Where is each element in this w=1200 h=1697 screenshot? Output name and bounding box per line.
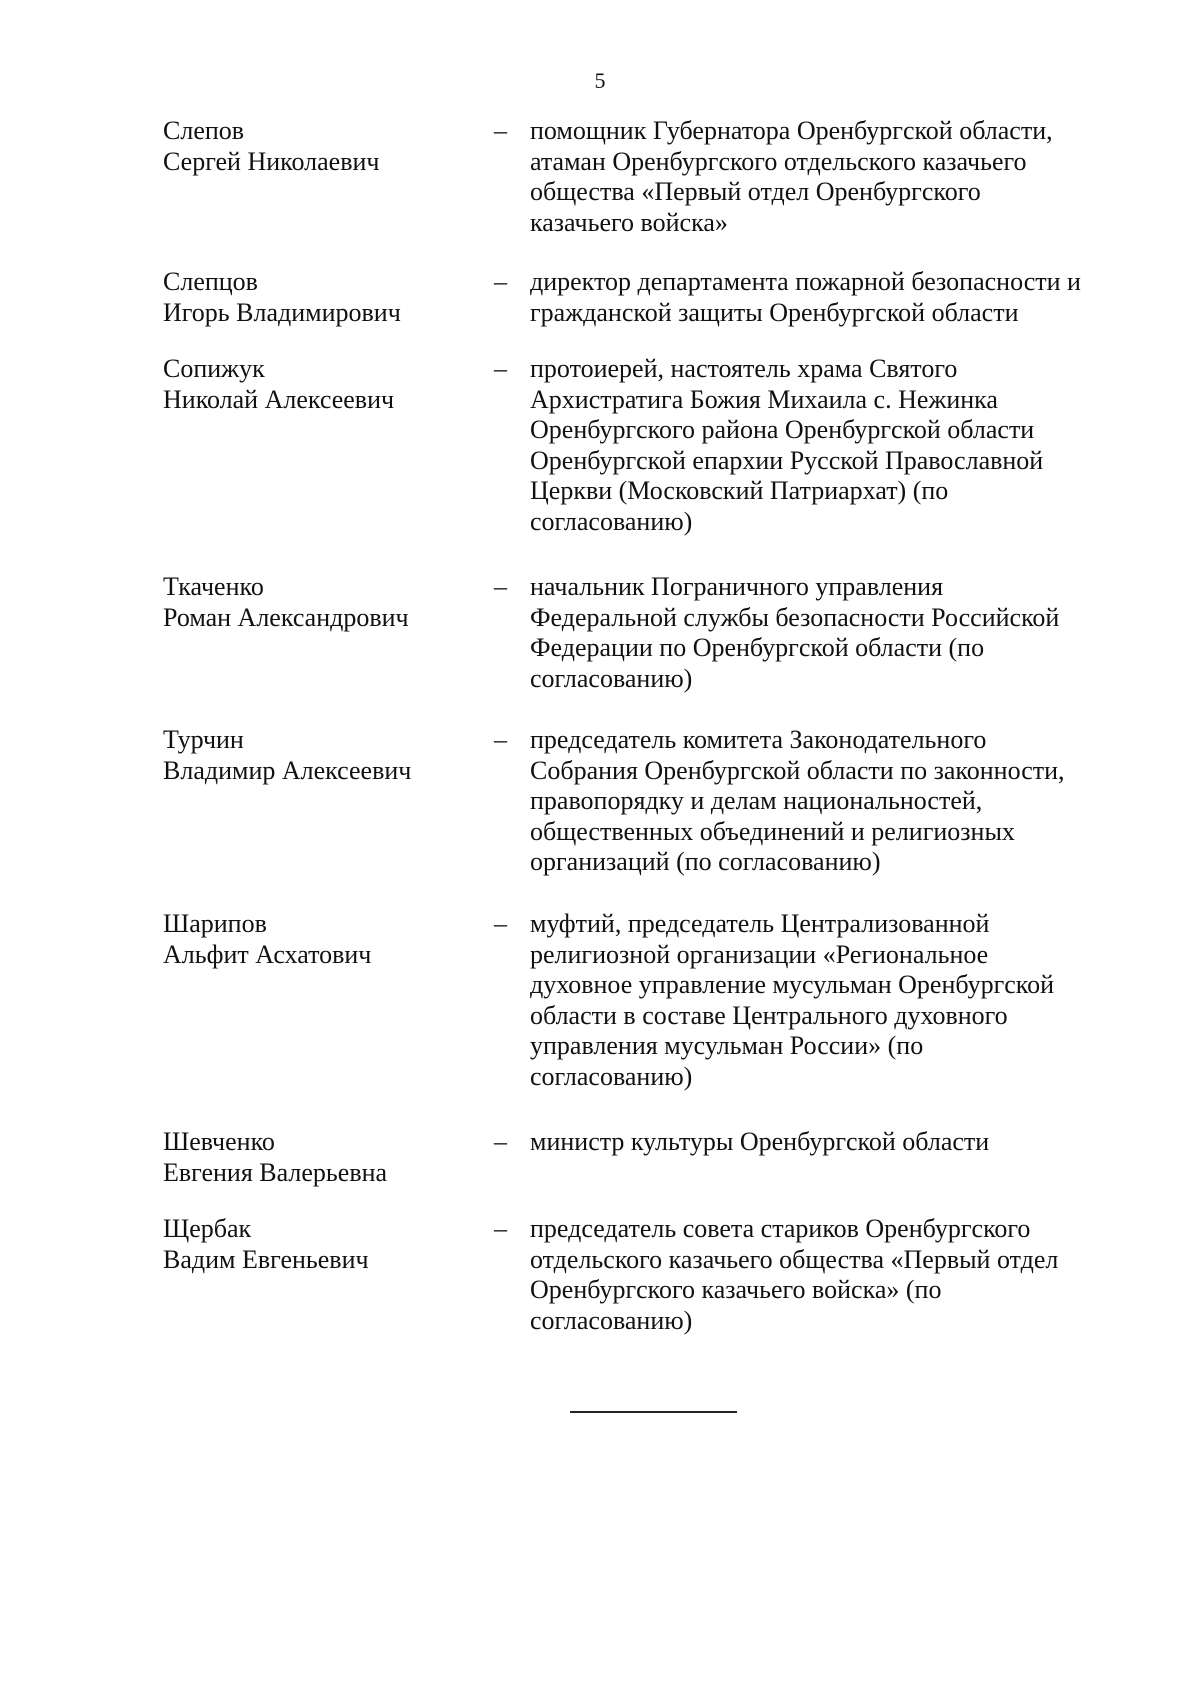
page-number: 5 bbox=[594, 68, 606, 93]
position-line: министр культуры Оренбургской области bbox=[530, 1127, 990, 1156]
position-line: Оренбургской епархии Русской Православной bbox=[530, 445, 1044, 475]
member-surname: Слепцов bbox=[163, 267, 258, 296]
position-line: организаций (по согласованию) bbox=[530, 847, 881, 877]
position-line: согласованию) bbox=[530, 1061, 693, 1091]
dash-separator: – bbox=[494, 1214, 507, 1243]
position-line: директор департамента пожарной безопасности и bbox=[530, 267, 1081, 296]
member-given-name: Вадим Евгеньевич bbox=[163, 1244, 369, 1274]
member-surname: Шарипов bbox=[163, 909, 267, 938]
member-surname: Слепов bbox=[163, 116, 245, 145]
member-given-name: Николай Алексеевич bbox=[163, 384, 395, 414]
dash-separator: – bbox=[494, 1127, 507, 1156]
member-position bbox=[530, 267, 1150, 328]
position-line: Федерации по Оренбургской области (по bbox=[530, 633, 985, 663]
position-line: Собрания Оренбургской области по законности, bbox=[530, 755, 1065, 785]
position-line: согласованию) bbox=[530, 663, 693, 693]
member-given-name: Владимир Алексеевич bbox=[163, 755, 412, 785]
position-line: протоиерей, настоятель храма Святого bbox=[530, 354, 958, 383]
member-surname: Шевченко bbox=[163, 1127, 275, 1156]
position-line: Церкви (Московский Патриархат) (по bbox=[530, 476, 949, 506]
position-line: области в составе Центрального духовного bbox=[530, 1000, 1008, 1030]
member-name bbox=[163, 572, 463, 633]
dash-separator: – bbox=[494, 725, 507, 754]
member-given-name: Роман Александрович bbox=[163, 602, 409, 632]
position-line: управления мусульман России» (по bbox=[530, 1031, 924, 1061]
position-line: Оренбургского района Оренбургской области bbox=[530, 415, 1035, 445]
member-position bbox=[530, 909, 1150, 1093]
position-line: Оренбургского казачьего войска» (по bbox=[530, 1275, 942, 1305]
member-position bbox=[530, 116, 1150, 238]
position-line: гражданской защиты Оренбургской области bbox=[530, 297, 1019, 327]
member-position bbox=[530, 725, 1150, 878]
closing-rule bbox=[570, 1411, 737, 1413]
dash-separator: – bbox=[494, 909, 507, 938]
position-line: Архистратига Божия Михаила с. Нежинка bbox=[530, 384, 998, 414]
position-line: начальник Пограничного управления bbox=[530, 572, 944, 601]
position-line: Федеральной службы безопасности Российской bbox=[530, 602, 1060, 632]
member-name bbox=[163, 267, 463, 328]
member-name bbox=[163, 354, 463, 415]
member-position bbox=[530, 354, 1150, 538]
member-surname: Ткаченко bbox=[163, 572, 264, 601]
member-name bbox=[163, 725, 463, 786]
member-position bbox=[530, 572, 1150, 694]
member-name bbox=[163, 1214, 463, 1275]
position-line: правопорядку и делам национальностей, bbox=[530, 786, 983, 816]
position-line: религиозной организации «Региональное bbox=[530, 939, 989, 969]
member-position bbox=[530, 1127, 1150, 1158]
position-line: согласованию) bbox=[530, 1305, 693, 1335]
position-line: общественных объединений и религиозных bbox=[530, 816, 1015, 846]
member-name bbox=[163, 1127, 463, 1188]
position-line: муфтий, председатель Централизованной bbox=[530, 909, 990, 938]
position-line: атаман Оренбургского отдельского казачьего bbox=[530, 146, 1027, 176]
member-given-name: Евгения Валерьевна bbox=[163, 1157, 388, 1187]
position-line: председатель совета стариков Оренбургского bbox=[530, 1214, 1031, 1243]
member-surname: Сопижук bbox=[163, 354, 265, 383]
position-line: помощник Губернатора Оренбургской области, bbox=[530, 116, 1053, 145]
member-name bbox=[163, 909, 463, 970]
member-name bbox=[163, 116, 463, 177]
member-given-name: Игорь Владимирович bbox=[163, 297, 401, 327]
member-given-name: Альфит Асхатович bbox=[163, 939, 372, 969]
position-line: казачьего войска» bbox=[530, 207, 728, 237]
position-line: духовное управление мусульман Оренбургской bbox=[530, 970, 1055, 1000]
position-line: общества «Первый отдел Оренбургского bbox=[530, 177, 981, 207]
member-surname: Турчин bbox=[163, 725, 244, 754]
position-line: согласованию) bbox=[530, 506, 693, 536]
dash-separator: – bbox=[494, 267, 507, 296]
member-surname: Щербак bbox=[163, 1214, 252, 1243]
member-position bbox=[530, 1214, 1150, 1336]
dash-separator: – bbox=[494, 116, 507, 145]
dash-separator: – bbox=[494, 354, 507, 383]
dash-separator: – bbox=[494, 572, 507, 601]
position-line: председатель комитета Законодательного bbox=[530, 725, 987, 754]
member-given-name: Сергей Николаевич bbox=[163, 146, 380, 176]
position-line: отдельского казачьего общества «Первый отдел bbox=[530, 1244, 1059, 1274]
